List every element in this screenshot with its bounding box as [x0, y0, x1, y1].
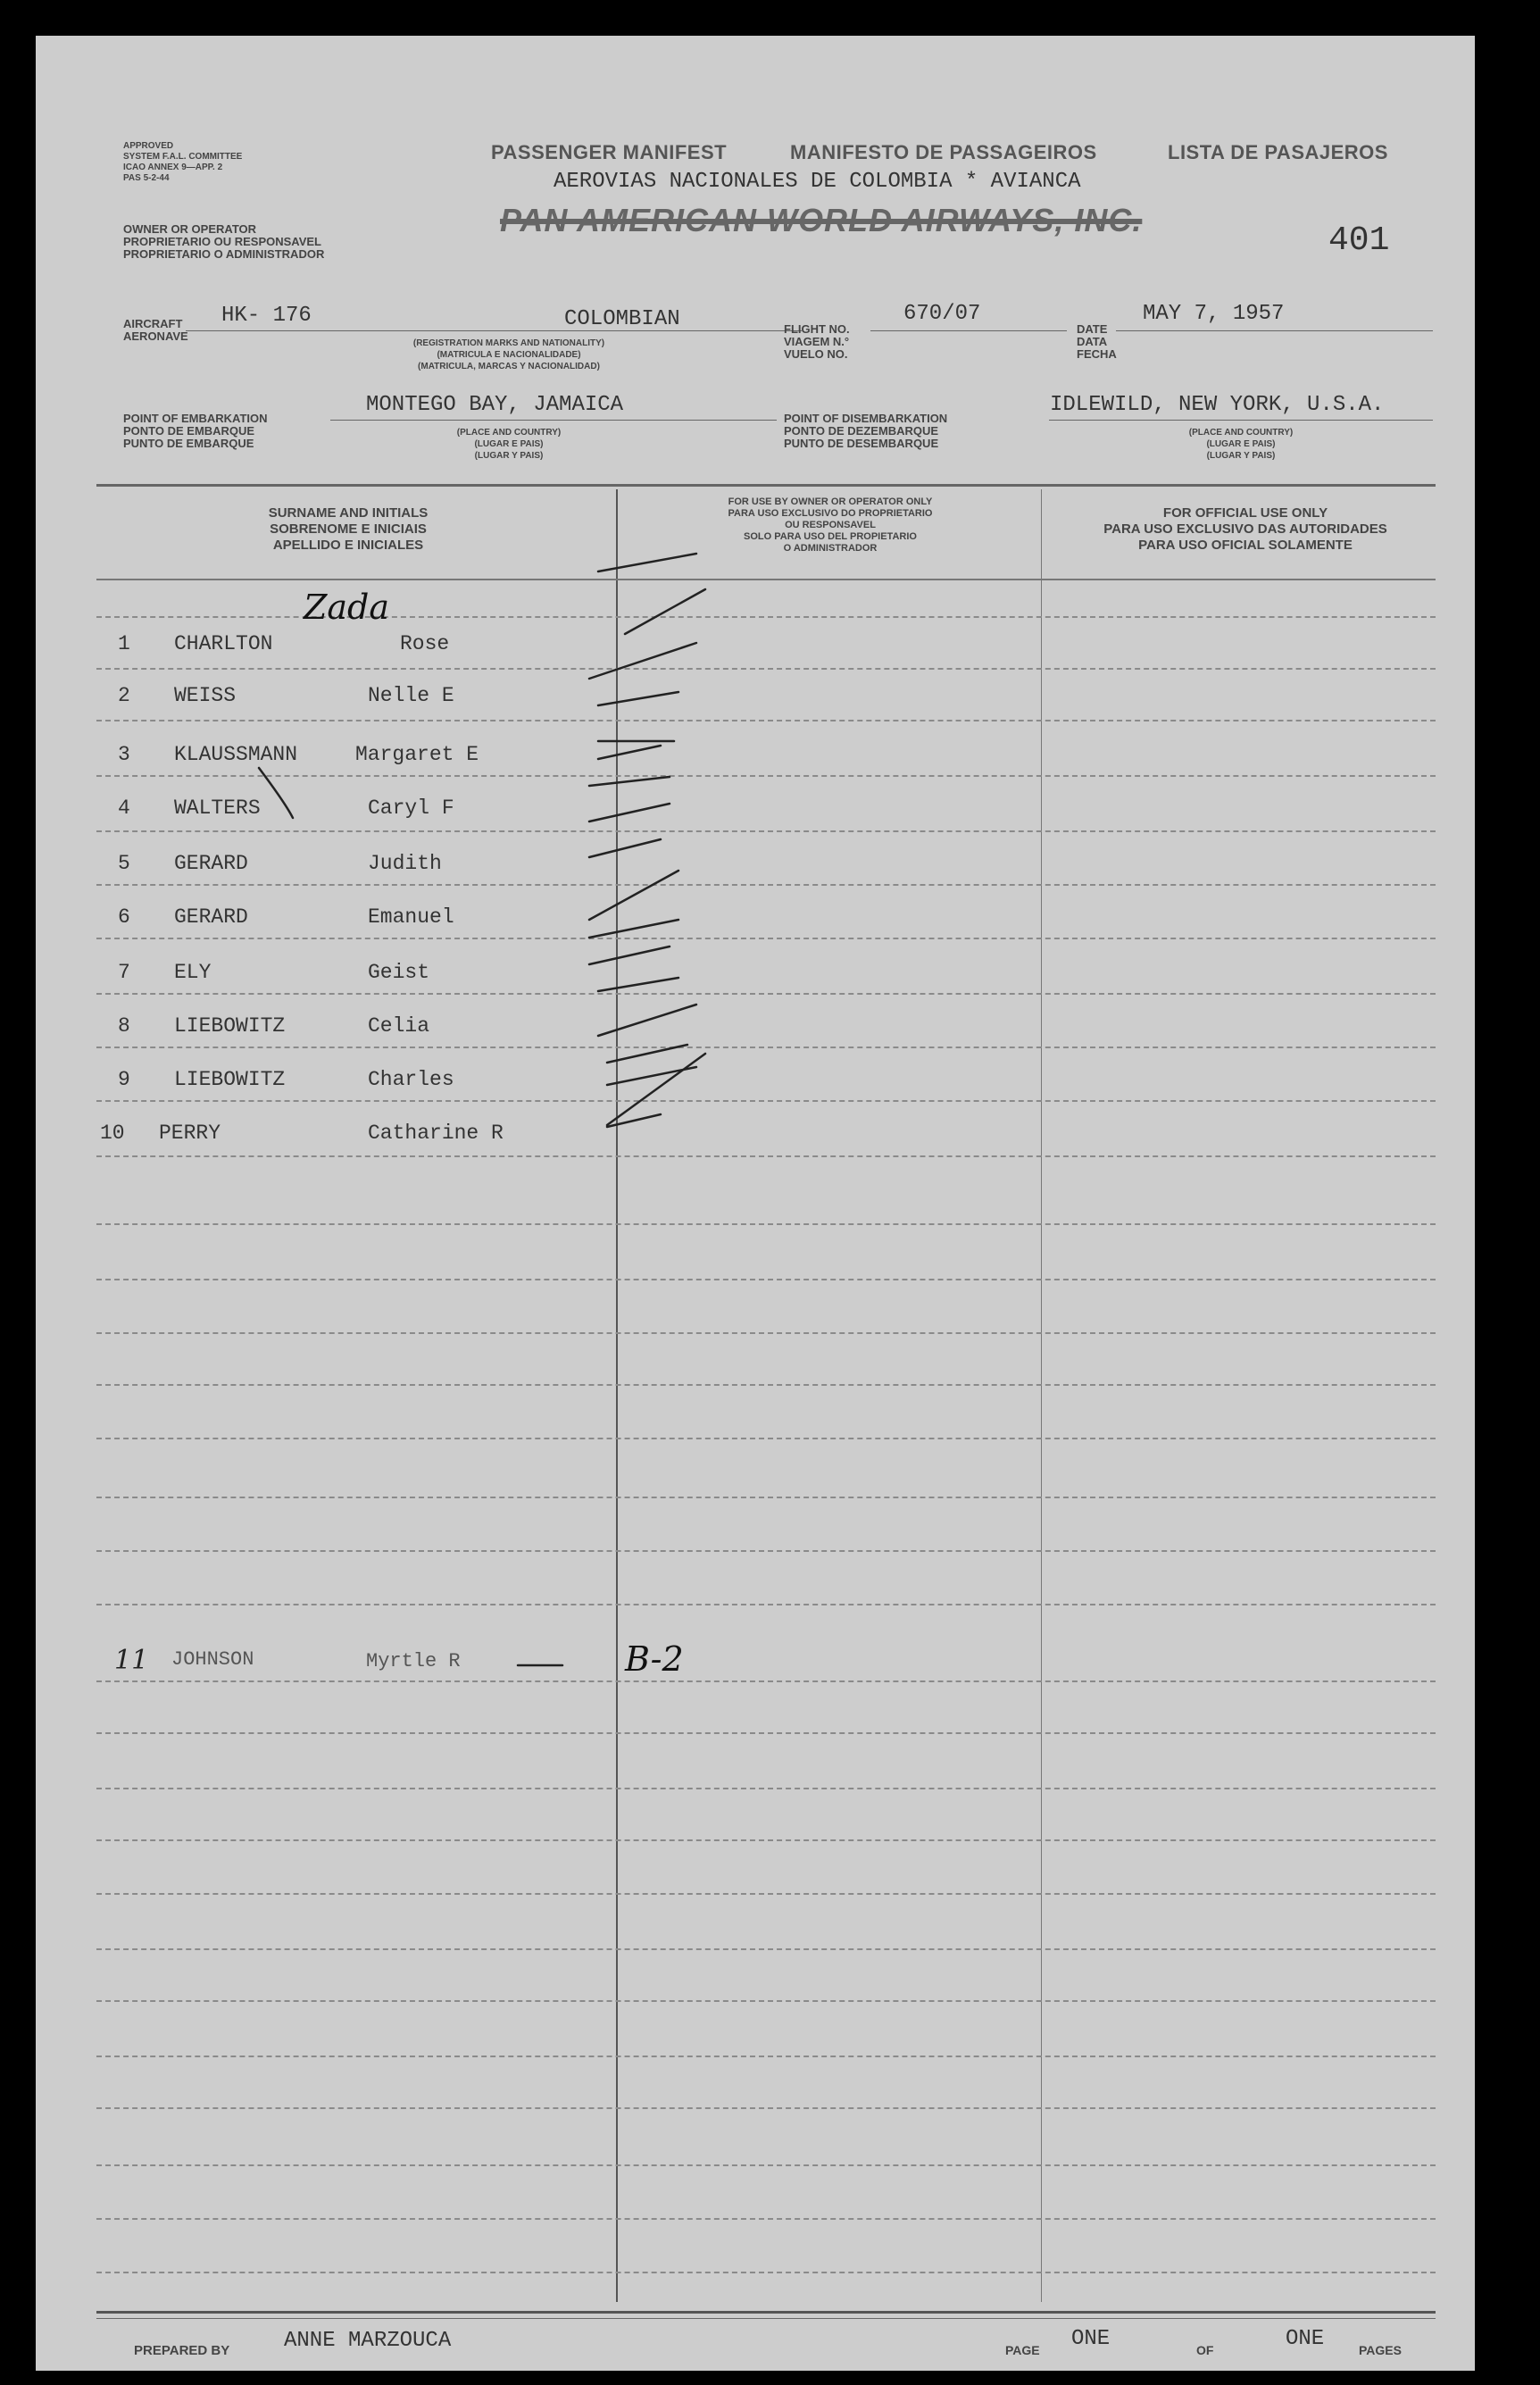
extra-passenger-row: [114, 1645, 148, 1676]
passenger-surname: WALTERS: [174, 796, 261, 820]
operator-name: AEROVIAS NACIONALES DE COLOMBIA * AVIANCA: [554, 170, 1081, 194]
check-mark-icon: [598, 746, 661, 759]
aircraft-sublabel-pt: (MATRICULA E NACIONALIDADE): [437, 350, 581, 360]
date-label-pt: DATA: [1077, 335, 1108, 348]
aircraft-nationality: COLOMBIAN: [564, 307, 680, 331]
struck-operator-name: PAN AMERICAN WORLD AIRWAYS, INC.: [500, 202, 1143, 238]
check-mark-icon: [598, 554, 696, 571]
pages-label: PAGES: [1359, 2343, 1402, 2357]
aircraft-label-en: AIRCRAFT: [123, 317, 183, 330]
approval-line: SYSTEM F.A.L. COMMITTEE: [123, 152, 243, 162]
check-mark-icon: [598, 978, 678, 991]
passenger-given-name: Celia: [368, 1014, 430, 1038]
aircraft-sublabel-es: (MATRICULA, MARCAS Y NACIONALIDAD): [418, 362, 600, 371]
title-es: LISTA DE PASAJEROS: [1168, 141, 1388, 163]
header-official-en: FOR OFFICIAL USE ONLY: [1162, 505, 1328, 521]
passenger-surname: ELY: [174, 961, 212, 984]
check-mark-icon: [589, 839, 661, 857]
disembarkation-sublabel-pt: (LUGAR E PAIS): [1206, 439, 1276, 449]
row-number: 11: [114, 1645, 149, 1676]
disembarkation-place: IDLEWILD, NEW YORK, U.S.A.: [1050, 393, 1385, 417]
disembarkation-label-es: PUNTO DE DESEMBARQUE: [784, 437, 939, 450]
check-mark-icon: [607, 1045, 687, 1063]
passenger-given-name: Catharine R: [368, 1122, 504, 1145]
handwritten-given-name: Zada: [304, 588, 390, 627]
passenger-given-name: Nelle E: [368, 684, 454, 707]
passenger-surname: PERRY: [159, 1122, 221, 1145]
owner-label-en: OWNER OR OPERATOR: [123, 222, 257, 236]
passenger-given-name: Emanuel: [368, 905, 454, 929]
check-mark-icon: [589, 777, 670, 786]
flight-date: MAY 7, 1957: [1143, 302, 1285, 326]
disembarkation-sublabel-en: (PLACE AND COUNTRY): [1188, 428, 1294, 438]
check-mark-icon: [589, 920, 678, 938]
date-label-es: FECHA: [1077, 347, 1117, 361]
flight-number: 670/07: [903, 302, 981, 326]
row-number: 10: [100, 1122, 125, 1145]
passenger-surname: WEISS: [174, 684, 237, 707]
passenger-surname: GERARD: [174, 852, 248, 875]
passenger-given-name: Charles: [368, 1068, 454, 1091]
aircraft-label-pt: AERONAVE: [123, 329, 188, 343]
passenger-given-name: Caryl F: [368, 796, 454, 820]
row-number: 5: [118, 852, 130, 875]
approval-line: ICAO ANNEX 9—APP. 2: [123, 163, 223, 172]
page-value: ONE: [1071, 2327, 1111, 2351]
embarkation-sublabel-pt: (LUGAR E PAIS): [474, 439, 544, 449]
row-number: 4: [118, 796, 130, 820]
page-label: PAGE: [1005, 2343, 1040, 2357]
check-mark-icon: [589, 643, 696, 679]
row-number: 6: [118, 905, 130, 929]
header-official-pt: PARA USO EXCLUSIVO DAS AUTORIDADES: [1103, 521, 1387, 537]
passenger-surname: LIEBOWITZ: [174, 1068, 286, 1091]
manifest-page: [36, 36, 1475, 2371]
footer-top-rule: [96, 2311, 1436, 2314]
disembarkation-label-pt: PONTO DE DEZEMBARQUE: [784, 424, 939, 438]
passenger-given-name: Rose: [400, 632, 450, 655]
header-surname-pt: SOBRENOME E INICIAIS: [270, 521, 427, 537]
of-label: OF: [1196, 2343, 1214, 2357]
approval-line: APPROVED: [123, 141, 174, 151]
footer-second-rule: [96, 2318, 1436, 2319]
extra-passenger-note: B-2: [625, 1639, 684, 1679]
owner-label-es: PROPRIETARIO O ADMINISTRADOR: [123, 247, 325, 261]
check-mark-icon: [625, 589, 705, 634]
flight-label-es: VUELO NO.: [784, 347, 848, 361]
header-owner-line: SOLO PARA USO DEL PROPIETARIO: [744, 531, 917, 542]
embarkation-sublabel-en: (PLACE AND COUNTRY): [456, 428, 562, 438]
embarkation-place: MONTEGO BAY, JAMAICA: [366, 393, 624, 417]
aircraft-registration: HK- 176: [221, 304, 312, 328]
disembarkation-sublabel-es: (LUGAR Y PAIS): [1206, 451, 1276, 461]
passenger-surname: KLAUSSMANN: [174, 743, 298, 766]
row-number: 9: [118, 1068, 130, 1091]
passenger-given-name: Margaret E: [355, 743, 479, 766]
passenger-surname: GERARD: [174, 905, 248, 929]
check-mark-icon: [598, 692, 678, 705]
handwritten-stroke: [259, 768, 293, 818]
of-value: ONE: [1286, 2327, 1325, 2351]
check-mark-icon: [589, 804, 670, 821]
row-number: 1: [118, 632, 130, 655]
disembarkation-label-en: POINT OF DISEMBARKATION: [784, 412, 948, 425]
passenger-surname: CHARLTON: [174, 632, 273, 655]
flight-label-pt: VIAGEM N.°: [784, 335, 850, 348]
extra-passenger-given: Myrtle R: [366, 1650, 461, 1672]
embarkation-label-en: POINT OF EMBARKATION: [123, 412, 268, 425]
row-number: 3: [118, 743, 130, 766]
header-owner-line: PARA USO EXCLUSIVO DO PROPRIETARIO: [728, 508, 933, 519]
extra-passenger-surname: JOHNSON: [171, 1648, 254, 1671]
header-surname-en: SURNAME AND INITIALS: [268, 505, 429, 521]
header-owner-line: O ADMINISTRADOR: [783, 543, 878, 554]
title-en: PASSENGER MANIFEST: [491, 141, 728, 163]
prepared-by-label: PREPARED BY: [134, 2343, 230, 2358]
check-mark-icon: [589, 871, 678, 920]
embarkation-label-es: PUNTO DE EMBARQUE: [123, 437, 254, 450]
aircraft-sublabel-en: (REGISTRATION MARKS AND NATIONALITY): [412, 338, 605, 348]
header-official-es: PARA USO OFICIAL SOLAMENTE: [1138, 538, 1353, 553]
check-marks: [36, 36, 1475, 2371]
approval-line: PAS 5-2-44: [123, 173, 170, 183]
header-owner-line: OU RESPONSAVEL: [785, 520, 876, 530]
row-number: 2: [118, 684, 130, 707]
header-surname-es: APELLIDO E INICIALES: [272, 538, 424, 553]
passenger-given-name: Judith: [368, 852, 442, 875]
date-label-en: DATE: [1077, 322, 1108, 336]
prepared-by-value: ANNE MARZOUCA: [284, 2329, 452, 2353]
check-mark-icon: [598, 1005, 696, 1036]
check-mark-icon: [589, 946, 670, 964]
row-number: 7: [118, 961, 130, 984]
title-pt: MANIFESTO DE PASSAGEIROS: [790, 141, 1097, 163]
flight-label-en: FLIGHT NO.: [784, 322, 850, 336]
passenger-given-name: Geist: [368, 961, 430, 984]
row-number: 8: [118, 1014, 130, 1038]
embarkation-label-pt: PONTO DE EMBARQUE: [123, 424, 255, 438]
embarkation-sublabel-es: (LUGAR Y PAIS): [474, 451, 544, 461]
owner-label-pt: PROPRIETARIO OU RESPONSAVEL: [123, 235, 321, 248]
passenger-surname: LIEBOWITZ: [174, 1014, 286, 1038]
page-number-stamp: 401: [1328, 221, 1390, 260]
header-owner-line: FOR USE BY OWNER OR OPERATOR ONLY: [728, 496, 933, 507]
